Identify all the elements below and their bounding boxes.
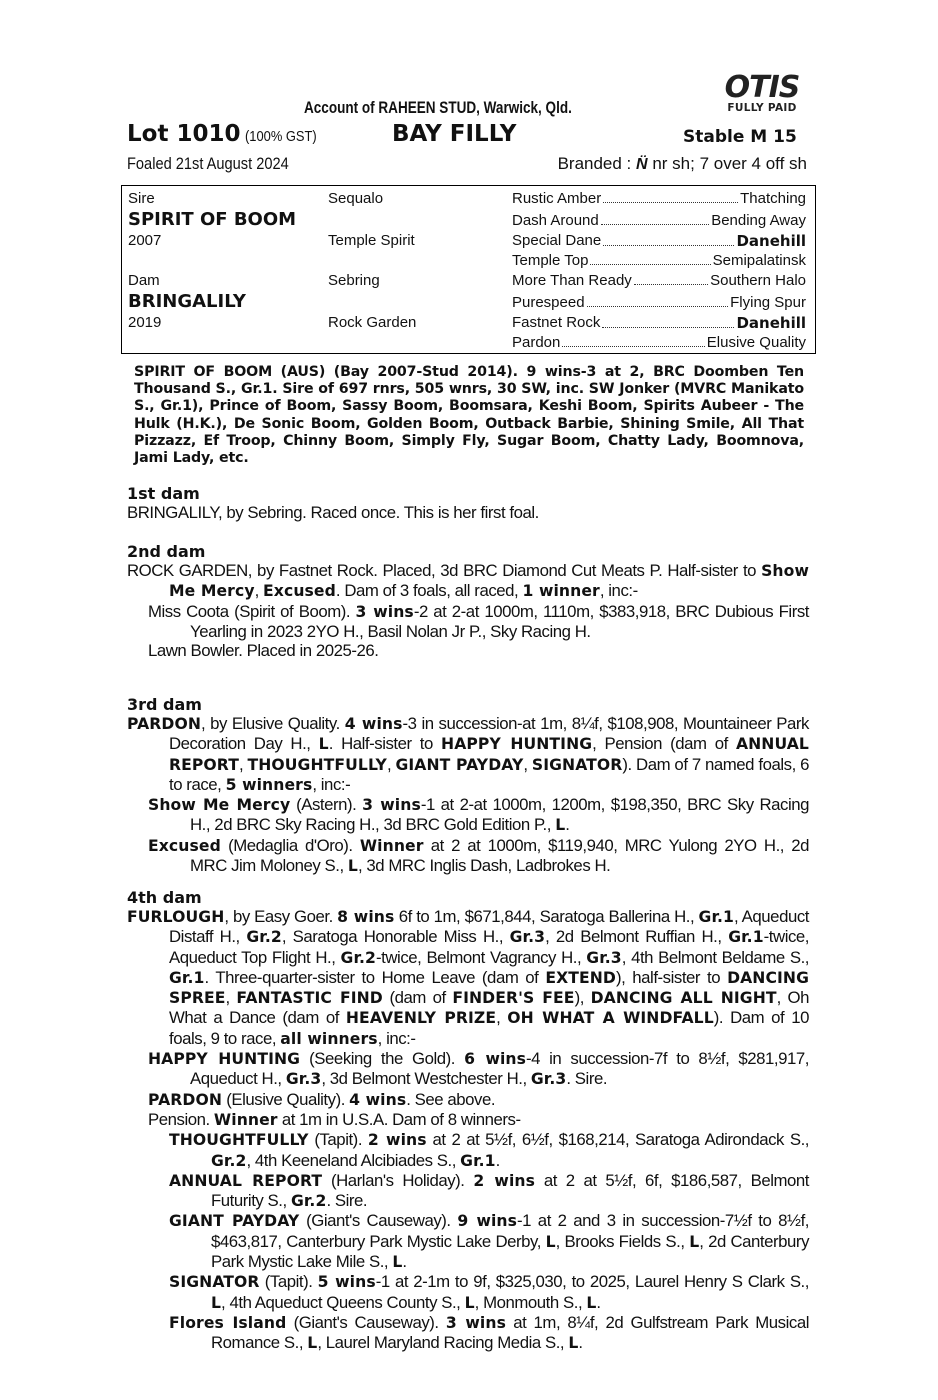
gg-dam-sire: Bending Away — [711, 212, 806, 229]
bold-text: Show Me Mercy — [169, 562, 809, 601]
bold-text: FINDER'S FEE — [452, 989, 575, 1008]
bold-text: PARDON — [148, 1090, 222, 1109]
text: (Astern). — [290, 795, 363, 815]
bold-text: FANTASTIC FIND — [236, 989, 383, 1008]
fourth-dam-paragraphs — [127, 907, 809, 1354]
text: , Oh What a Dance (dam of — [169, 988, 809, 1028]
text: , 2d Belmont Ruffian H., — [545, 927, 729, 947]
third-dam-paragraphs — [127, 714, 809, 876]
text: -1 at 2-at 1000m, 1200m, $198,350, BRC Sky Racing H., 2d BRC Sky Racing H., 3d BRC Gold Edition P., — [190, 795, 809, 835]
first-dam-text: BRINGALILY, by Sebring. Raced once. This is her first foal. — [127, 503, 539, 522]
bold-text: 3 wins — [362, 796, 421, 815]
second-dam-section — [127, 542, 809, 660]
text: at 1m, 8¼f, 2d Gulfstream Park Musical Romance S., — [211, 1312, 809, 1353]
gg-dam-sire: Elusive Quality — [706, 334, 806, 351]
text: , inc:- — [599, 581, 638, 601]
stable-location: Stable M 15 — [683, 127, 797, 147]
bold-text: Gr.2 — [290, 1192, 327, 1211]
text: . — [578, 1333, 583, 1353]
text: , 4th Keeneland Alcibiades S., — [246, 1150, 461, 1170]
dot-leader — [590, 252, 710, 265]
gg-sire: Special Dane — [512, 232, 602, 249]
text: ), — [574, 988, 591, 1008]
text: (Giant's Causeway). — [286, 1312, 446, 1332]
great-grandparent-row — [512, 334, 806, 351]
text: , — [496, 1008, 508, 1028]
bold-text: L — [307, 1334, 318, 1353]
bold-text: 2 wins — [367, 1131, 427, 1150]
second-dam-paragraphs — [127, 561, 809, 660]
sire-label: Sire — [128, 190, 155, 207]
branded-detail: nr sh; 7 over 4 off sh — [652, 154, 807, 173]
text: (Seeking the Gold). — [300, 1049, 465, 1069]
text: , 3d MRC Inglis Dash, Ladbrokes H. — [357, 856, 611, 876]
first-dam-section — [127, 484, 809, 522]
great-grandparent-row — [512, 232, 806, 250]
text: -4 in succession-7f to 8½f, $281,917, Aqueduct H., — [190, 1049, 809, 1089]
gg-dam-sire: Semipalatinsk — [712, 252, 806, 269]
text: -twice, Aqueduct Top Flight H., — [169, 927, 810, 967]
gg-sire: Temple Top — [512, 252, 589, 269]
bold-text: HEAVENLY PRIZE — [345, 1009, 497, 1028]
text: -1 at 2 and 3 in succession-7½f to 8½f, $463,817, Canterbury Park Mystic Lake Derby, — [211, 1211, 809, 1251]
dam-paragraph — [127, 602, 809, 642]
text: Lawn Bowler. Placed in 2025-26. — [148, 641, 379, 661]
bold-text: ANNUAL REPORT — [169, 735, 809, 774]
text: ROCK GARDEN, by Fastnet Rock. Placed, 3d BRC Diamond Cut Meats P. Half-sister to — [127, 561, 762, 580]
text: . See above. — [406, 1089, 496, 1109]
gg-sire: More Than Ready — [512, 272, 632, 289]
text: , inc:- — [377, 1028, 416, 1048]
text: , inc:- — [312, 774, 351, 794]
bold-text: Show Me Mercy — [148, 796, 291, 815]
gg-dam-sire: Southern Halo — [710, 272, 806, 289]
text: . Sire. — [566, 1069, 608, 1089]
dot-leader — [587, 294, 729, 307]
dot-leader — [602, 314, 734, 328]
first-dam-heading: 1st dam — [127, 484, 200, 503]
bold-text: DANCING ALL NIGHT — [590, 989, 777, 1008]
gg-dam-sire: Thatching — [740, 190, 806, 207]
bold-text: Gr.3 — [586, 948, 622, 967]
text: . Dam of 3 foals, all raced, — [335, 581, 523, 601]
text: (Harlan's Holiday). — [322, 1170, 474, 1190]
text: , Monmouth S., — [474, 1292, 587, 1312]
dam-paragraph — [127, 1313, 809, 1354]
bold-text: Gr.3 — [530, 1070, 567, 1089]
text: 6f to 1m, $671,844, Saratoga Ballerina H., — [394, 907, 699, 926]
bold-text: Gr.1 — [728, 928, 764, 947]
bold-text: 3 wins — [355, 602, 414, 621]
bold-text: all winners — [280, 1029, 378, 1048]
bold-text: HAPPY HUNTING — [441, 735, 593, 754]
text: , Brooks Fields S., — [555, 1231, 690, 1251]
dam-paragraph — [127, 1049, 809, 1090]
bold-text: Gr.2 — [340, 948, 377, 967]
text: , Saratoga Honorable Miss H., — [281, 927, 510, 947]
bold-text: Winner — [213, 1110, 278, 1129]
dot-leader — [603, 232, 734, 246]
lot-number — [127, 121, 328, 147]
otis-logo — [719, 70, 805, 114]
great-grandparent-row — [512, 272, 806, 289]
dam-paragraph — [127, 1130, 809, 1171]
text: , 4th Aqueduct Queens County S., — [221, 1292, 465, 1312]
bold-text: THOUGHTFULLY — [169, 1131, 309, 1150]
bold-text: SIGNATOR — [531, 755, 623, 774]
dam-paragraph — [127, 1211, 809, 1272]
brand-info — [558, 154, 807, 174]
bold-text: Gr.1 — [460, 1151, 496, 1170]
second-dam-heading: 2nd dam — [127, 542, 206, 561]
text: . Three-quarter-sister to Home Leave (dam of — [204, 967, 546, 987]
dam-paragraph — [127, 1272, 809, 1313]
dam-paragraph — [127, 836, 809, 877]
text: -1 at 2-1m to 9f, $325,030, to 2025, Laurel Henry S Clark S., — [375, 1272, 809, 1292]
text: , — [238, 754, 248, 774]
dot-leader — [562, 334, 704, 347]
text: , Aqueduct Distaff H., — [169, 907, 809, 947]
text: . Half-sister to — [328, 734, 442, 754]
sire-dam: Temple Spirit — [328, 232, 415, 249]
bold-text: Winner — [359, 836, 424, 855]
text: , Laurel Maryland Racing Media S., — [317, 1333, 569, 1353]
sire-name: SPIRIT OF BOOM — [128, 209, 297, 230]
bold-text: EXTEND — [545, 968, 616, 987]
text: (Giant's Causeway). — [299, 1211, 458, 1231]
great-grandparent-row — [512, 212, 806, 229]
gg-sire: Dash Around — [512, 212, 599, 229]
text: ), half-sister to — [615, 967, 728, 987]
text: . Sire. — [326, 1191, 368, 1211]
text: , by Elusive Quality. — [201, 714, 345, 733]
bold-text: 5 winners — [225, 775, 313, 794]
dam-dam: Rock Garden — [328, 314, 417, 331]
dam-paragraph — [127, 641, 809, 660]
sire-summary: SPIRIT OF BOOM (AUS) (Bay 2007-Stud 2014). 9 wins-3 at 2, BRC Doomben Ten Thousand S., Gr.1. Sire of 697 rnrs, 505 wnrs, 30 SW, inc. SW Jonker (MVRC Manikato S., Gr.1), Prince of Boom, Sassy Boom, Boomsara, Keshi Boom, Spirits Aubeer - The Hulk (H.K.), De Sonic Boom, Golden Boom, Outback Barbie, Shining Smile, All That Pizzazz, Ef Troop, Chinny Boom, Simply Fly, Sugar Boom, Chatty Lady, Boomnova, Jami Lady, etc. — [134, 364, 804, 467]
dot-leader — [603, 190, 738, 203]
fourth-dam-section — [127, 888, 809, 1354]
lot-label: Lot 1010 — [127, 121, 241, 147]
text: , — [254, 581, 264, 601]
dam-paragraph — [127, 907, 809, 1049]
bold-text: Gr.2 — [211, 1151, 247, 1170]
bold-text: ANNUAL REPORT — [169, 1171, 323, 1190]
bold-text: FURLOUGH — [127, 908, 225, 926]
dam-paragraph — [127, 795, 809, 836]
dam-paragraph — [127, 1090, 809, 1110]
fourth-dam-heading: 4th dam — [127, 888, 202, 907]
text: -2 at 2-at 1000m, 1110m, $383,918, BRC Dubious First Yearling in 2023 2YO H., Basil Nolan Jr P., Sky Racing H. — [190, 601, 809, 641]
dot-leader — [601, 212, 709, 225]
bold-text: L — [545, 1232, 556, 1251]
bold-text: Excused — [263, 582, 336, 601]
dam-paragraph — [127, 1171, 809, 1212]
third-dam-heading: 3rd dam — [127, 695, 202, 714]
bold-text: Gr.3 — [509, 928, 546, 947]
text: at 2 at 1000m, $119,940, MRC Yulong 2YO H., 2d MRC Jim Moloney S., — [190, 835, 810, 876]
dam-paragraph — [127, 1110, 809, 1130]
dot-leader — [634, 272, 708, 285]
bold-text: GIANT PAYDAY — [169, 1212, 300, 1231]
foaling-date: Foaled 21st August 2024 — [127, 154, 289, 173]
text: Miss Coota (Spirit of Boom). — [148, 601, 356, 621]
bold-text: L — [464, 1293, 475, 1312]
great-grandparent-row — [512, 294, 806, 311]
gg-sire: Fastnet Rock — [512, 314, 601, 331]
bold-text: 4 wins — [344, 715, 403, 733]
text: . — [596, 1292, 601, 1312]
bold-text: DANCING SPREE — [169, 968, 810, 1008]
text: . — [402, 1252, 407, 1272]
bold-text: 5 wins — [317, 1273, 376, 1292]
text: at 2 at 5½f, 6f, $186,587, Belmont Futurity S., — [211, 1170, 809, 1211]
sire-sire: Sequalo — [328, 190, 384, 207]
text: (dam of — [382, 988, 453, 1008]
bold-text: 2 wins — [473, 1171, 536, 1190]
bold-text: PARDON — [127, 715, 201, 733]
text: (Tapit). — [308, 1130, 368, 1150]
text: -3 in succession-at 1m, 8¼f, $108,908, Mountaineer Park Decoration Day H., — [169, 714, 809, 754]
dam-name: BRINGALILY — [128, 291, 246, 312]
bold-text: 9 wins — [457, 1212, 518, 1231]
bold-text: Gr.2 — [246, 928, 282, 947]
bold-text: Flores Island — [169, 1313, 287, 1332]
gst-note: (100% GST) — [244, 128, 317, 145]
text: , — [386, 754, 396, 774]
horse-description: BAY FILLY — [392, 121, 517, 147]
gg-dam-sire: Danehill — [736, 232, 806, 250]
text: at 2 at 5½f, 6½f, $168,214, Saratoga Adirondack S., — [426, 1130, 809, 1150]
gg-dam-sire: Flying Spur — [730, 294, 806, 311]
bold-text: L — [689, 1232, 700, 1251]
dam-label: Dam — [128, 272, 160, 289]
bold-text: L — [586, 1293, 597, 1312]
bold-text: GIANT PAYDAY — [395, 755, 524, 774]
third-dam-section — [127, 695, 809, 876]
bold-text: 8 wins — [337, 908, 395, 926]
bold-text: 3 wins — [445, 1313, 506, 1332]
bold-text: SIGNATOR — [169, 1273, 260, 1292]
text: (Medaglia d'Oro). — [220, 835, 360, 855]
text: . — [495, 1150, 500, 1170]
bold-text: Gr.1 — [169, 968, 205, 987]
bold-text: L — [347, 857, 358, 876]
text: at 1m in U.S.A. Dam of 8 winners- — [277, 1109, 521, 1129]
bold-text: L — [568, 1334, 579, 1353]
dam-paragraph — [127, 561, 809, 602]
text: , Pension (dam of — [592, 734, 736, 754]
bold-text: HAPPY HUNTING — [148, 1050, 301, 1069]
bold-text: OH WHAT A WINDFALL — [507, 1009, 714, 1028]
fully-paid-label: FULLY PAID — [727, 102, 797, 114]
dam-sire: Sebring — [328, 272, 380, 289]
bold-text: 4 wins — [349, 1090, 407, 1109]
bold-text: 6 wins — [464, 1050, 527, 1069]
dam-paragraph — [127, 714, 809, 795]
sire-year: 2007 — [128, 232, 162, 249]
text: (Elusive Quality). — [222, 1089, 350, 1109]
great-grandparent-row — [512, 314, 806, 332]
text: , — [523, 754, 532, 774]
bold-text: L — [318, 735, 329, 754]
bold-text: 1 winner — [522, 582, 600, 601]
bold-text: Gr.1 — [698, 908, 735, 926]
gg-sire: Purespeed — [512, 294, 585, 311]
gg-sire: Pardon — [512, 334, 561, 351]
gg-dam-sire: Danehill — [736, 314, 806, 332]
bold-text: L — [211, 1293, 222, 1312]
great-grandparent-row — [512, 190, 806, 207]
bold-text: Gr.3 — [285, 1070, 322, 1089]
text: , 3d Belmont Westchester H., — [321, 1069, 531, 1089]
text: , by Easy Goer. — [224, 907, 338, 926]
bold-text: L — [392, 1253, 403, 1272]
text: , 4th Belmont Beldame S., — [621, 947, 809, 967]
text: . — [565, 815, 570, 835]
brand-mark-icon: N̈ — [636, 156, 648, 173]
dam-year: 2019 — [128, 314, 162, 331]
text: ). Dam of 7 named foals, 6 to race, — [169, 754, 809, 794]
gg-sire: Rustic Amber — [512, 190, 602, 207]
bold-text: L — [555, 816, 566, 835]
bold-text: Excused — [148, 836, 221, 855]
text: (Tapit). — [259, 1272, 318, 1292]
vendor-account: Account of RAHEEN STUD, Warwick, Qld. — [304, 99, 572, 117]
otis-logo-mark: OTIS — [724, 70, 800, 105]
great-grandparent-row — [512, 252, 806, 269]
text: ). Dam of 10 foals, 9 to race, — [169, 1008, 809, 1048]
text: , 2d Canterbury Park Mystic Lake Mile S., — [211, 1231, 810, 1272]
text: -twice, Belmont Vagrancy H., — [376, 947, 587, 967]
pedigree-table — [121, 185, 816, 354]
bold-text: THOUGHTFULLY — [247, 755, 387, 774]
text: , — [225, 988, 237, 1008]
branded-label: Branded : — [557, 154, 632, 173]
text: Pension. — [148, 1109, 214, 1129]
